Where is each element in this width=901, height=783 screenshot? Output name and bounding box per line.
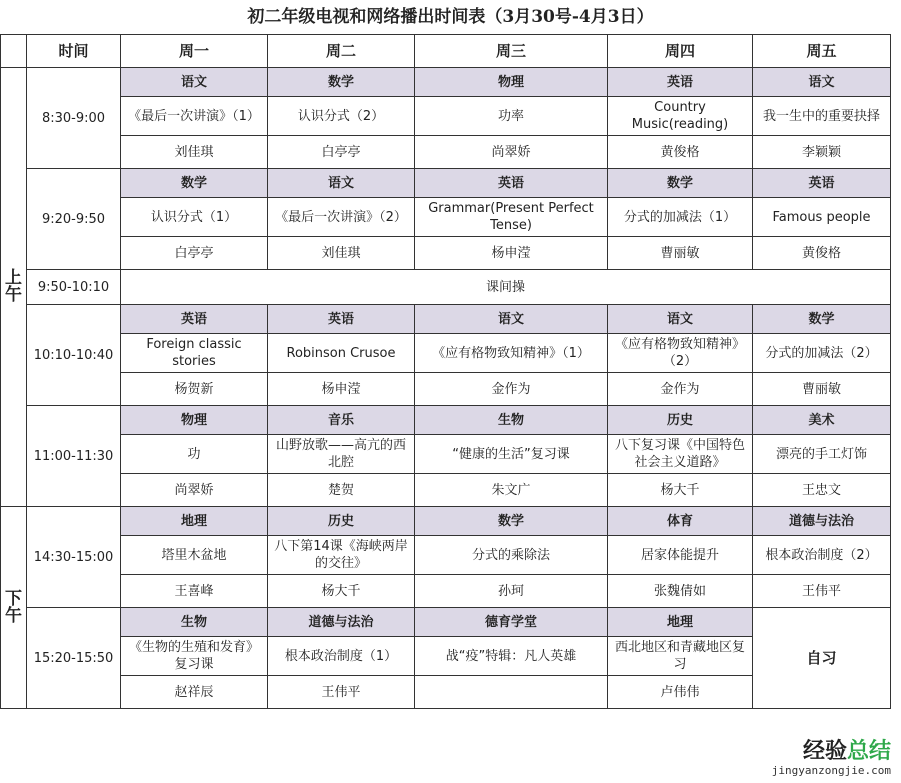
teacher-cell: 王喜峰 bbox=[121, 575, 268, 608]
subject-cell: 语文 bbox=[608, 305, 753, 334]
time-cell: 11:00-11:30 bbox=[27, 406, 121, 507]
teacher-row bbox=[1, 136, 891, 169]
subject-cell: 地理 bbox=[121, 507, 268, 536]
subject-cell: 英语 bbox=[753, 169, 891, 198]
subject-cell: 语文 bbox=[121, 68, 268, 97]
header-day: 周二 bbox=[268, 35, 415, 68]
teacher-cell: 白亭亭 bbox=[121, 237, 268, 270]
topic-row bbox=[1, 334, 891, 373]
teacher-cell: 楚贺 bbox=[268, 474, 415, 507]
topic-row bbox=[1, 435, 891, 474]
topic-cell: 根本政治制度（2） bbox=[753, 536, 891, 575]
topic-cell: 塔里木盆地 bbox=[121, 536, 268, 575]
topic-cell: 西北地区和青藏地区复习 bbox=[608, 637, 753, 676]
header-day: 周五 bbox=[753, 35, 891, 68]
topic-cell: 居家体能提升 bbox=[608, 536, 753, 575]
watermark-text-a: 经验 bbox=[802, 739, 847, 764]
teacher-cell: 白亭亭 bbox=[268, 136, 415, 169]
page-title: 初二年级电视和网络播出时间表（3月30号-4月3日） bbox=[247, 7, 654, 27]
subject-row bbox=[1, 507, 891, 536]
corner-cell bbox=[1, 35, 27, 68]
teacher-cell: 曹丽敏 bbox=[753, 373, 891, 406]
morning-label: 上 午 bbox=[1, 68, 27, 507]
topic-cell: 《应有格物致知精神》（1） bbox=[415, 334, 608, 373]
subject-cell: 德育学堂 bbox=[415, 608, 608, 637]
subject-cell: 语文 bbox=[268, 169, 415, 198]
teacher-cell: 曹丽敏 bbox=[608, 237, 753, 270]
teacher-row bbox=[1, 474, 891, 507]
subject-row bbox=[1, 169, 891, 198]
subject-cell: 英语 bbox=[415, 169, 608, 198]
teacher-cell: 黄俊格 bbox=[608, 136, 753, 169]
time-cell: 15:20-15:50 bbox=[27, 608, 121, 709]
topic-cell: Foreign classic stories bbox=[121, 334, 268, 373]
header-day: 周四 bbox=[608, 35, 753, 68]
teacher-row bbox=[1, 373, 891, 406]
subject-row bbox=[1, 68, 891, 97]
topic-row bbox=[1, 536, 891, 575]
time-cell: 9:50-10:10 bbox=[27, 270, 121, 305]
teacher-cell: 刘佳琪 bbox=[121, 136, 268, 169]
topic-cell: Famous people bbox=[753, 198, 891, 237]
topic-cell: 分式的加减法（2） bbox=[753, 334, 891, 373]
teacher-cell: 尚翠娇 bbox=[121, 474, 268, 507]
subject-cell: 自习 bbox=[753, 608, 891, 709]
subject-cell: 英语 bbox=[608, 68, 753, 97]
subject-cell: 历史 bbox=[268, 507, 415, 536]
subject-row bbox=[1, 305, 891, 334]
teacher-cell: 杨申滢 bbox=[415, 237, 608, 270]
teacher-cell: 金作为 bbox=[415, 373, 608, 406]
watermark bbox=[772, 740, 891, 777]
break-row bbox=[1, 270, 891, 305]
watermark-text-b: 总结 bbox=[846, 739, 891, 764]
header-day: 周三 bbox=[415, 35, 608, 68]
teacher-row bbox=[1, 237, 891, 270]
topic-cell: 分式的加减法（1） bbox=[608, 198, 753, 237]
subject-cell: 数学 bbox=[608, 169, 753, 198]
topic-cell: 《生物的生殖和发育》复习课 bbox=[121, 637, 268, 676]
time-cell: 14:30-15:00 bbox=[27, 507, 121, 608]
teacher-cell: 赵祥辰 bbox=[121, 676, 268, 709]
subject-cell: 英语 bbox=[121, 305, 268, 334]
topic-cell: 分式的乘除法 bbox=[415, 536, 608, 575]
topic-cell: Country Music(reading) bbox=[608, 97, 753, 136]
topic-cell: 认识分式（2） bbox=[268, 97, 415, 136]
subject-row bbox=[1, 608, 891, 637]
teacher-cell: 金作为 bbox=[608, 373, 753, 406]
teacher-cell: 尚翠娇 bbox=[415, 136, 608, 169]
topic-cell: 我一生中的重要抉择 bbox=[753, 97, 891, 136]
topic-cell: 漂亮的手工灯饰 bbox=[753, 435, 891, 474]
subject-cell: 美术 bbox=[753, 406, 891, 435]
subject-cell: 数学 bbox=[415, 507, 608, 536]
header-time: 时间 bbox=[27, 35, 121, 68]
teacher-cell: 杨贺新 bbox=[121, 373, 268, 406]
teacher-cell: 卢伟伟 bbox=[608, 676, 753, 709]
topic-cell: 认识分式（1） bbox=[121, 198, 268, 237]
teacher-row bbox=[1, 575, 891, 608]
subject-cell: 语文 bbox=[753, 68, 891, 97]
subject-cell: 数学 bbox=[268, 68, 415, 97]
topic-cell: Grammar(Present Perfect Tense) bbox=[415, 198, 608, 237]
teacher-cell: 孙珂 bbox=[415, 575, 608, 608]
subject-row bbox=[1, 406, 891, 435]
subject-cell: 数学 bbox=[121, 169, 268, 198]
subject-cell: 物理 bbox=[415, 68, 608, 97]
teacher-cell: 杨大千 bbox=[608, 474, 753, 507]
topic-cell: Robinson Crusoe bbox=[268, 334, 415, 373]
break-label: 课间操 bbox=[121, 270, 891, 305]
subject-cell: 生物 bbox=[415, 406, 608, 435]
topic-cell: 山野放歌——高亢的西北腔 bbox=[268, 435, 415, 474]
topic-cell: 八下第14课《海峡两岸的交往》 bbox=[268, 536, 415, 575]
afternoon-label: 下 午 bbox=[1, 507, 27, 709]
header-row bbox=[1, 35, 891, 68]
topic-cell: 《最后一次讲演》（1） bbox=[121, 97, 268, 136]
topic-cell: 《应有格物致知精神》（2） bbox=[608, 334, 753, 373]
subject-cell: 道德与法治 bbox=[268, 608, 415, 637]
teacher-cell: 王忠文 bbox=[753, 474, 891, 507]
subject-cell: 体育 bbox=[608, 507, 753, 536]
teacher-cell bbox=[415, 676, 608, 709]
time-cell: 9:20-9:50 bbox=[27, 169, 121, 270]
subject-cell: 地理 bbox=[608, 608, 753, 637]
teacher-cell: 刘佳琪 bbox=[268, 237, 415, 270]
topic-cell: 功 bbox=[121, 435, 268, 474]
time-cell: 8:30-9:00 bbox=[27, 68, 121, 169]
topic-cell: “健康的生活”复习课 bbox=[415, 435, 608, 474]
subject-cell: 英语 bbox=[268, 305, 415, 334]
subject-cell: 语文 bbox=[415, 305, 608, 334]
topic-row bbox=[1, 198, 891, 237]
teacher-cell: 王伟平 bbox=[268, 676, 415, 709]
subject-cell: 历史 bbox=[608, 406, 753, 435]
subject-cell: 音乐 bbox=[268, 406, 415, 435]
header-day: 周一 bbox=[121, 35, 268, 68]
time-cell: 10:10-10:40 bbox=[27, 305, 121, 406]
topic-cell: 八下复习课《中国特色社会主义道路》 bbox=[608, 435, 753, 474]
topic-cell: 功率 bbox=[415, 97, 608, 136]
teacher-cell: 杨大千 bbox=[268, 575, 415, 608]
teacher-cell: 黄俊格 bbox=[753, 237, 891, 270]
teacher-cell: 朱文广 bbox=[415, 474, 608, 507]
topic-cell: 战“疫”特辑：凡人英雄 bbox=[415, 637, 608, 676]
teacher-cell: 王伟平 bbox=[753, 575, 891, 608]
watermark-url: jingyanzongjie.com bbox=[771, 764, 891, 777]
teacher-cell: 张魏倩如 bbox=[608, 575, 753, 608]
subject-cell: 数学 bbox=[753, 305, 891, 334]
subject-cell: 道德与法治 bbox=[753, 507, 891, 536]
schedule-table bbox=[0, 34, 891, 709]
topic-cell: 《最后一次讲演》（2） bbox=[268, 198, 415, 237]
subject-cell: 生物 bbox=[121, 608, 268, 637]
topic-cell: 根本政治制度（1） bbox=[268, 637, 415, 676]
teacher-cell: 杨申滢 bbox=[268, 373, 415, 406]
topic-row bbox=[1, 97, 891, 136]
subject-cell: 物理 bbox=[121, 406, 268, 435]
teacher-cell: 李颖颖 bbox=[753, 136, 891, 169]
